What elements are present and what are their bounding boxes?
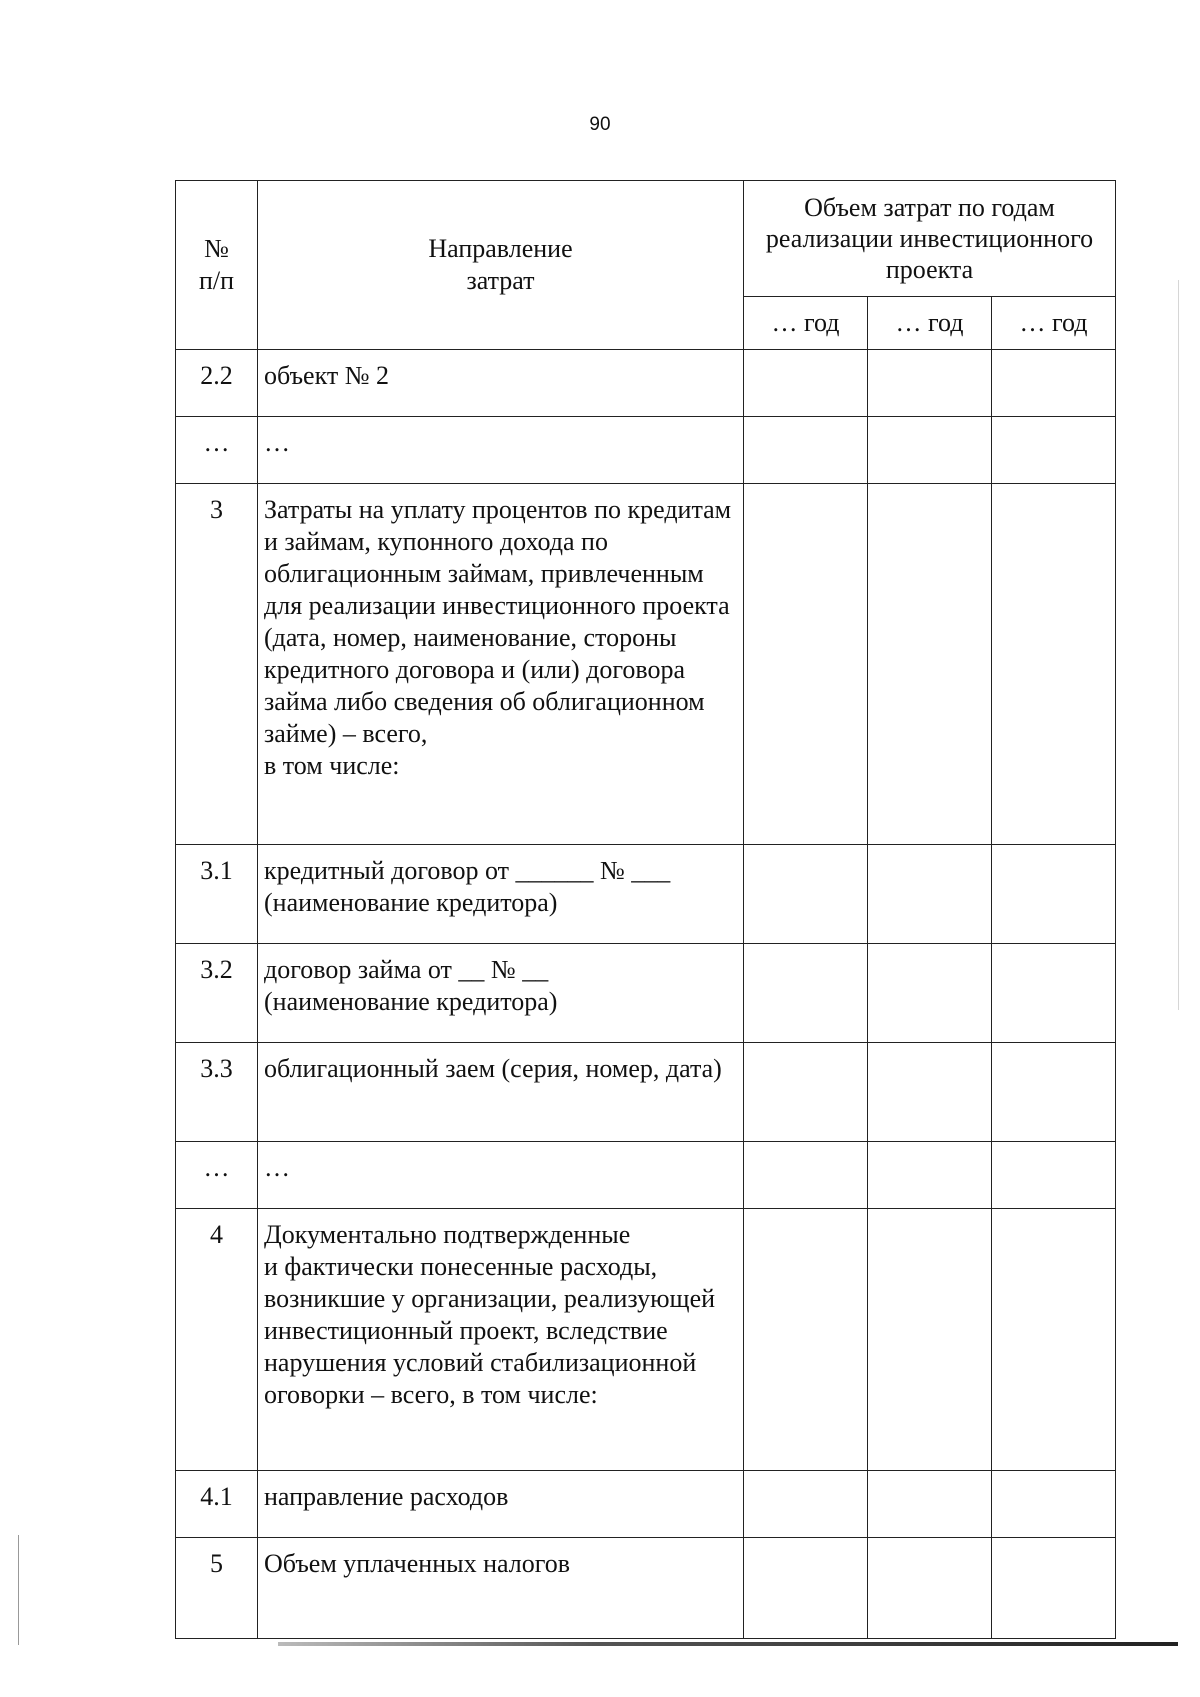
row-direction: Документально подтвержденные и фактически понесенные расходы, возникшие у организации, реализующей инвестиционный проект, вследствие нарушения условий стабилизационной оговорки – всего, в том числе: [258,1209,744,1471]
year-cell [868,484,992,845]
year-cell [744,417,868,484]
table-row [176,1209,1116,1471]
year-cell [744,484,868,845]
scan-edge-mark [1178,280,1179,1010]
year-cell [868,350,992,417]
row-number: 2.2 [176,350,258,417]
investment-cost-table [175,180,1116,1639]
year-cell [992,1471,1116,1538]
year-cell [992,944,1116,1043]
year-cell [744,1471,868,1538]
table-row [176,484,1116,845]
year-cell [992,1209,1116,1471]
row-number: 3 [176,484,258,845]
table-row [176,350,1116,417]
row-direction: … [258,417,744,484]
table-row [176,944,1116,1043]
year-cell [992,484,1116,845]
scan-margin-mark [18,1535,19,1645]
row-number: … [176,417,258,484]
row-direction: … [258,1142,744,1209]
header-number-label: № п/п [198,234,235,295]
row-number: 3.1 [176,845,258,944]
row-number: 4.1 [176,1471,258,1538]
table-row [176,1538,1116,1639]
page-number: 90 [589,114,611,135]
table-row [176,1043,1116,1142]
header-direction-label: Направление затрат [428,234,573,295]
year-cell [868,845,992,944]
year-cell [868,1471,992,1538]
year-cell [868,1142,992,1209]
year-cell [868,1043,992,1142]
header-volume [744,181,1116,297]
row-direction: договор займа от __ № __ (наименование кредитора) [258,944,744,1043]
year-cell [744,1209,868,1471]
row-number: … [176,1142,258,1209]
year-cell [992,350,1116,417]
header-year-2: … год [868,297,992,350]
table-row [176,845,1116,944]
year-cell [992,1538,1116,1639]
year-cell [868,417,992,484]
row-number: 5 [176,1538,258,1639]
row-direction: облигационный заем (серия, номер, дата) [258,1043,744,1142]
header-year-1: … год [744,297,868,350]
year-cell [868,1209,992,1471]
table-row [176,417,1116,484]
row-direction: Объем уплаченных налогов [258,1538,744,1639]
row-number: 3.3 [176,1043,258,1142]
header-volume-label: Объем затрат по годам реализации инвестиционного проекта [765,193,1094,284]
table-row [176,1471,1116,1538]
header-direction [258,181,744,350]
row-direction: кредитный договор от ______ № ___ (наименование кредитора) [258,845,744,944]
year-cell [744,350,868,417]
scan-bottom-rule [278,1642,1178,1646]
year-cell [868,1538,992,1639]
year-cell [992,1043,1116,1142]
header-number [176,181,258,350]
year-cell [992,417,1116,484]
row-number: 4 [176,1209,258,1471]
year-cell [992,1142,1116,1209]
header-year-3: … год [992,297,1116,350]
row-direction: объект № 2 [258,350,744,417]
year-cell [744,1142,868,1209]
year-cell [744,944,868,1043]
table-row [176,1142,1116,1209]
year-cell [868,944,992,1043]
year-cell [992,845,1116,944]
row-direction: Затраты на уплату процентов по кредитам и займам, купонного дохода по облигационным займам, привлеченным для реализации инвестиционного проекта (дата, номер, наименование, стороны кредитного договора и (или) договора займа либо сведения об облигационном займе) – всего, в том числе: [258,484,744,845]
year-cell [744,1043,868,1142]
row-direction: направление расходов [258,1471,744,1538]
year-cell [744,1538,868,1639]
year-cell [744,845,868,944]
row-number: 3.2 [176,944,258,1043]
